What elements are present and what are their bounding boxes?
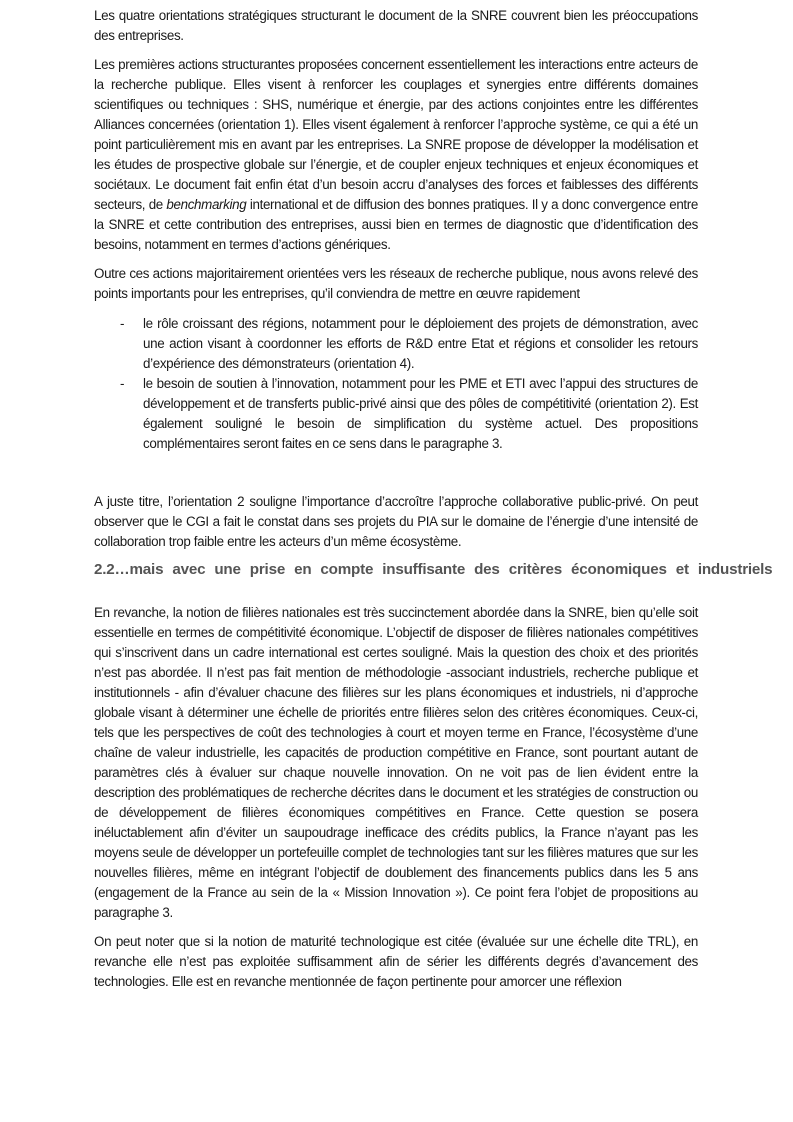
dash-bullet-icon: - <box>120 316 125 331</box>
section-heading: 2.2…mais avec une prise en compte insuffisante des critères économiques et industriels <box>94 561 773 578</box>
dash-bullet-icon: - <box>120 376 125 391</box>
vertical-spacer <box>94 581 698 603</box>
paragraph-orientations-intro: Les quatre orientations stratégiques structurant le document de la SNRE couvrent bien les préoccupations des entreprises. <box>94 8 698 43</box>
paragraph-national-sectors: En revanche, la notion de filières nationales est très succinctement abordée dans la SNRE, bien qu’elle soit essentielle en termes de compétitivité économique. L’objectif de disposer de filières nationales compétitives qui s’inscrivent dans un cadre international est certes souligné. Mais la question des choix et des priorités n’est pas abordée. Il n’est pas fait mention de méthodologie -associant industriels, recherche publique et institutionnels - afin d’évaluer chacune des filières sur les plans économiques et industriels, ni d’approche globale visant à déterminer une échelle de priorités entre filières selon des critères économiques. Ceux-ci, tels que les perspectives de coût des technologies à court et moyen terme en France, l’écosystème d’une chaîne de valeur industrielle, les capacités de production compétitive en France, sont pourtant autant de paramètres clés à évaluer sur chaque nouvelle innovation. On ne voit pas de lien évident entre la description des problématiques de recherche décrites dans le document et les stratégies de construction ou de développement de filières économiques compétitives en France. Cette question se posera inéluctablement afin d’éviter un saupoudrage inefficace des crédits publics, la France n’ayant pas les moyens seule de développer un portefeuille complet de technologies tant sur les filières matures que sur les nouvelles filières, même en intégrant l’objectif de doublement des financements publics dans les 5 ans (engagement de la France au sein de la « Mission Innovation »). Ce point fera l’objet de propositions au paragraphe 3. <box>94 605 698 920</box>
list-item <box>94 314 698 374</box>
italic-term-benchmarking: benchmarking <box>166 197 247 212</box>
paragraph-text: international et de diffusion des bonnes pratiques. Il y a donc convergence entre la SNRE et cette contribution des entreprises, aussi bien en termes de diagnostic que d’identification des besoins, notamment en termes d’actions génériques. <box>94 197 698 252</box>
list-item-text: le besoin de soutien à l’innovation, notamment pour les PME et ETI avec l’appui des structures de développement et de transferts public-privé ainsi que des pôles de compétitivité (orientation 2). Est également souligné le besoin de simplification du système actuel. Des propositions complémentaires seront faites en ce sens dans le paragraphe 3. <box>143 376 698 451</box>
paragraph-technology-maturity: On peut noter que si la notion de maturité technologique est citée (évaluée sur une échelle dite TRL), en revanche elle n’est pas exploitée suffisamment afin de sérier les différents degrés d’avancement des technologies. Elle est en revanche mentionnée de façon pertinente pour amorcer une réflexion <box>94 934 698 989</box>
paragraph-text: Les premières actions structurantes proposées concernent essentiellement les interactions entre acteurs de la recherche publique. Elles visent à renforcer les couplages et synergies entre différents domaines scientifiques ou techniques : SHS, numérique et énergie, par des actions conjointes entre les différentes Alliances concernées (orientation 1). Elles visent également à renforcer l’approche système, ce qui a été un point particulièrement mis en avant par les entreprises. La SNRE propose de développer la modélisation et les études de prospective globale sur l’énergie, et de coupler enjeux techniques et enjeux économiques et sociétaux. Le document fait enfin état d’un besoin accru d’analyses des forces et faiblesses des différents secteurs, de <box>94 57 698 212</box>
list-item-text: le rôle croissant des régions, notamment pour le déploiement des projets de démonstration, avec une action visant à coordonner les efforts de R&D entre Etat et régions et consolider les retours d’expérience des démonstrateurs (orientation 4). <box>143 316 698 371</box>
paragraph-structuring-actions <box>94 55 698 255</box>
list-item <box>94 374 698 454</box>
bullet-list <box>94 314 698 454</box>
document-page <box>94 6 773 1001</box>
paragraph-other-actions: Outre ces actions majoritairement orientées vers les réseaux de recherche publique, nous avons relevé des points importants pour les entreprises, qu’il conviendra de mettre en œuvre rapidement <box>94 266 698 301</box>
paragraph-collaboration: A juste titre, l’orientation 2 souligne l’importance d’accroître l’approche collaborative public-privé. On peut observer que le CGI a fait le constat dans ses projets du PIA sur le domaine de l’énergie d’une intensité de collaboration trop faible entre les acteurs d’un même écosystème. <box>94 494 698 549</box>
vertical-spacer <box>94 454 698 492</box>
